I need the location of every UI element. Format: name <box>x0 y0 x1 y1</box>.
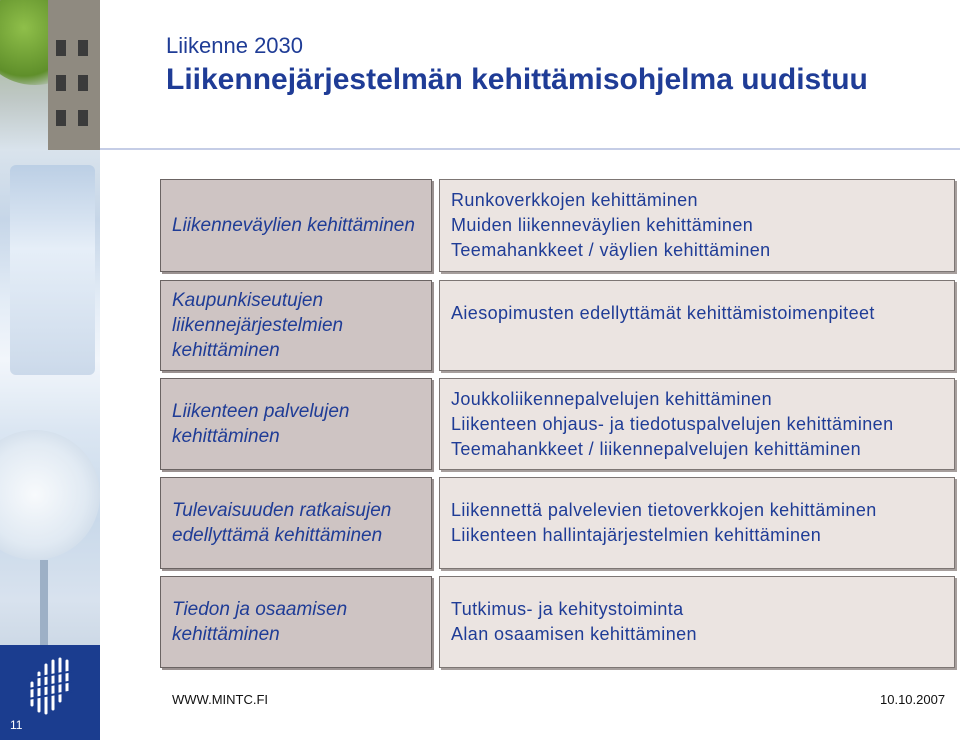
measures-box-liikennevaylat <box>439 179 955 272</box>
measure-item: Aiesopimusten edellyttämät kehittämistoimenpiteet <box>451 303 875 323</box>
slide-title: Liikennejärjestelmän kehittämisohjelma uudistuu <box>166 63 868 96</box>
category-box-liikennevaylat <box>160 179 432 272</box>
category-label: Liikenteen palvelujen kehittäminen <box>172 401 350 447</box>
footer-date: 10.10.2007 <box>880 692 946 707</box>
header-divider <box>100 148 960 150</box>
ministry-logo-icon <box>28 653 74 717</box>
measure-item: Liikenteen ohjaus- ja tiedotuspalvelujen kehittäminen <box>451 413 894 434</box>
building-image <box>48 0 100 150</box>
footer-url: WWW.MINTC.FI <box>172 692 269 707</box>
measures-box-tulevaisuus <box>439 477 955 569</box>
measure-item: Liikennettä palvelevien tietoverkkojen kehittäminen <box>451 500 877 520</box>
measures-box-kaupunkiseudut <box>439 280 955 371</box>
category-box-palvelut <box>160 378 432 470</box>
measure-item: Tutkimus- ja kehitystoiminta <box>451 599 684 619</box>
slide-kicker: Liikenne 2030 <box>166 33 304 58</box>
measure-item: Alan osaamisen kehittäminen <box>451 624 697 644</box>
category-label: Tiedon ja osaamisen kehittäminen <box>172 599 348 645</box>
antenna-tower-image <box>40 560 48 645</box>
measures-list <box>451 498 877 548</box>
measure-item: Teemahankkeet / liikennepalvelujen kehittäminen <box>451 438 862 459</box>
measure-item: Teemahankkeet / väylien kehittäminen <box>451 240 771 260</box>
category-box-kaupunkiseudut <box>160 280 432 371</box>
measure-item: Muiden liikenneväylien kehittäminen <box>451 215 754 235</box>
decorative-photo-strip <box>0 0 100 645</box>
measure-item: Joukkoliikennepalvelujen kehittäminen <box>451 388 772 409</box>
measures-list <box>451 597 697 647</box>
measures-box-tieto-osaaminen <box>439 576 955 668</box>
measures-list <box>451 188 771 263</box>
measures-box-palvelut <box>439 378 955 470</box>
satellite-dish-image <box>0 430 100 560</box>
measures-list <box>451 387 893 462</box>
category-label: Liikenneväylien kehittäminen <box>172 215 415 236</box>
measure-item: Runkoverkkojen kehittäminen <box>451 190 698 210</box>
truck-image <box>10 165 95 375</box>
category-label: Tulevaisuuden ratkaisujen edellyttämä kehittäminen <box>172 500 392 546</box>
category-label: Kaupunkiseutujen liikennejärjestelmien kehittäminen <box>172 290 344 361</box>
category-box-tieto-osaaminen <box>160 576 432 668</box>
measure-item: Liikenteen hallintajärjestelmien kehittäminen <box>451 525 822 545</box>
page-number: 11 <box>10 718 23 732</box>
measures-list <box>451 301 875 326</box>
category-box-tulevaisuus <box>160 477 432 569</box>
